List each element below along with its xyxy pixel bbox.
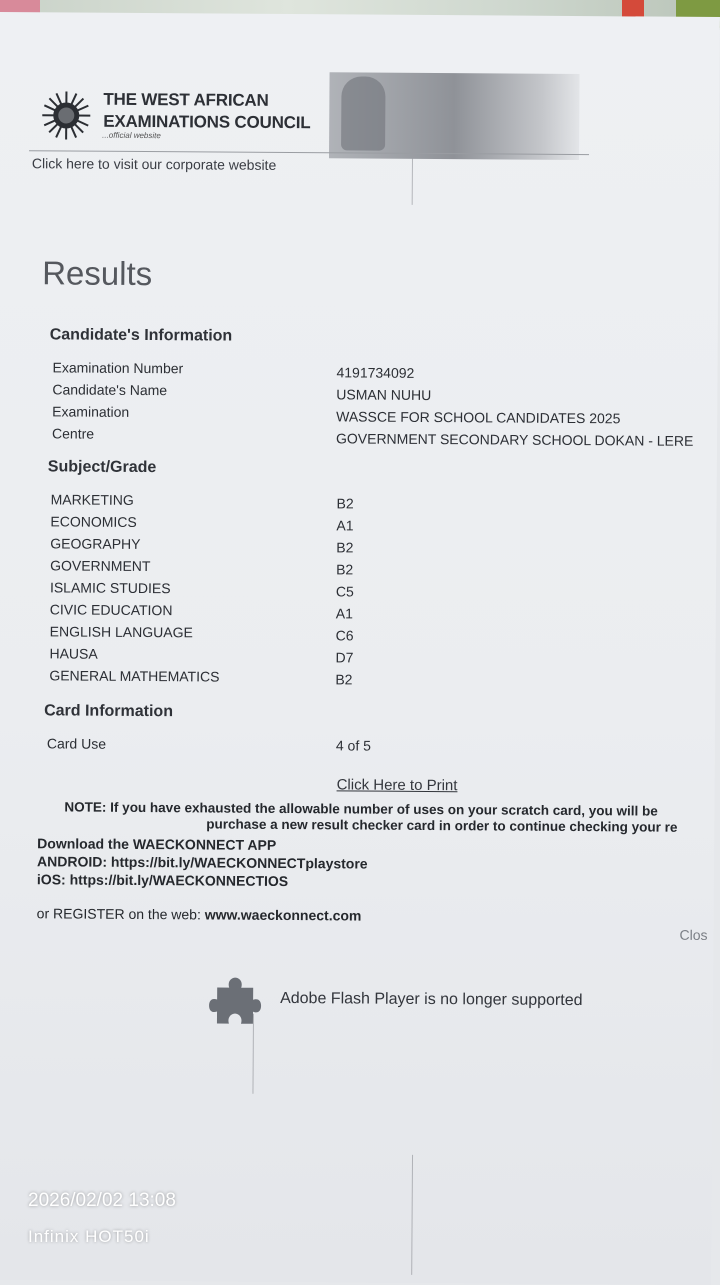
print-link[interactable]: Click Here to Print <box>337 776 458 794</box>
register-line <box>37 905 362 923</box>
subject-name: GEOGRAPHY <box>50 535 140 552</box>
subject-name: ENGLISH LANGUAGE <box>50 623 193 640</box>
waec-logo-icon <box>41 90 91 140</box>
note-line: purchase a new result checker card in order to continue checking your re <box>206 816 677 834</box>
org-name-line: EXAMINATIONS COUNCIL <box>103 111 310 134</box>
page-title: Results <box>42 254 152 293</box>
app-download-heading: Download the WAECKONNECT APP <box>37 835 276 853</box>
missing-plugin-icon <box>207 971 263 1027</box>
close-link[interactable]: Clos <box>680 927 708 943</box>
info-label: Centre <box>52 425 94 441</box>
note-line <box>64 799 657 818</box>
subject-name: HAUSA <box>49 645 97 661</box>
subject-grade: B2 <box>335 671 352 687</box>
register-url-link[interactable]: www.waeckonnect.com <box>205 906 362 923</box>
info-value: GOVERNMENT SECONDARY SCHOOL DOKAN - LERE <box>336 430 693 448</box>
subject-grade: B2 <box>336 539 353 555</box>
subject-name: ISLAMIC STUDIES <box>50 579 171 596</box>
tagline: ...official website <box>102 131 161 140</box>
card-info-heading: Card Information <box>44 702 173 721</box>
info-label: Examination Number <box>52 359 183 376</box>
subject-grade: A1 <box>336 605 353 621</box>
subject-name: MARKETING <box>51 491 134 508</box>
subject-name: GENERAL MATHEMATICS <box>49 667 219 684</box>
info-value: 4191734092 <box>336 364 414 381</box>
ios-link[interactable]: iOS: https://bit.ly/WAECKONNECTIOS <box>37 871 288 889</box>
info-value: WASSCE FOR SCHOOL CANDIDATES 2025 <box>336 408 620 426</box>
flash-unsupported-message: Adobe Flash Player is no longer supported <box>280 990 583 1010</box>
subject-grade-heading: Subject/Grade <box>48 458 157 477</box>
info-value: USMAN NUHU <box>336 386 431 403</box>
subject-grade: D7 <box>335 649 353 665</box>
subject-grade: C6 <box>336 627 354 643</box>
subject-name: ECONOMICS <box>50 513 136 530</box>
subject-grade: B2 <box>337 495 354 511</box>
corporate-website-link[interactable]: Click here to visit our corporate website <box>32 155 276 173</box>
card-use-value: 4 of 5 <box>336 737 371 753</box>
android-link[interactable]: ANDROID: https://bit.ly/WAECKONNECTplaystore <box>37 853 368 871</box>
subject-name: GOVERNMENT <box>50 557 150 574</box>
subject-grade: A1 <box>336 517 353 533</box>
candidate-info-heading: Candidate's Information <box>50 326 233 345</box>
org-name-line: THE WEST AFRICAN <box>103 89 310 112</box>
photo-device-watermark: Infinix HOT50i <box>28 1227 150 1247</box>
subject-grade: B2 <box>336 561 353 577</box>
header-banner-figure <box>341 76 386 150</box>
fold-crease <box>411 1155 413 1275</box>
photo-timestamp: 2026/02/02 13:08 <box>28 1190 176 1212</box>
info-label: Examination <box>52 403 129 420</box>
note-prefix: NOTE: <box>64 799 106 814</box>
subject-grade: C5 <box>336 583 354 599</box>
register-prefix: or REGISTER on the web: <box>37 905 205 922</box>
note-text: If you have exhausted the allowable number of uses on your scratch card, you will be <box>110 800 658 819</box>
printed-page <box>0 12 720 1285</box>
org-name <box>103 89 311 134</box>
info-label: Candidate's Name <box>52 381 167 398</box>
subject-name: CIVIC EDUCATION <box>50 601 173 618</box>
card-use-label: Card Use <box>47 735 106 751</box>
